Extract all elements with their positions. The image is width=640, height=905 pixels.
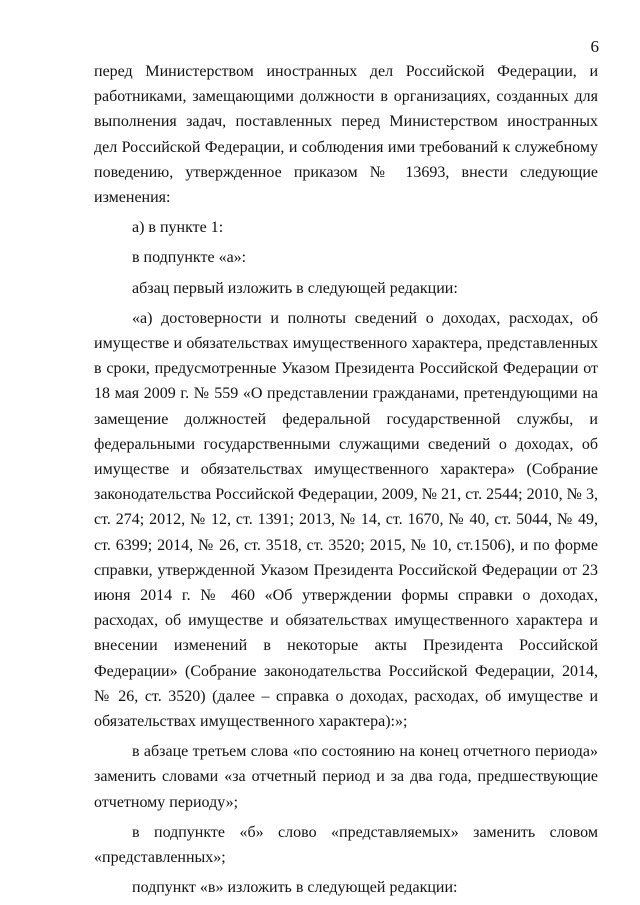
- paragraph-subitem-a: в подпункте «а»:: [132, 249, 247, 267]
- document-body: [94, 59, 598, 901]
- paragraph-first-abzac: абзац первый изложить в следующей редакции:: [132, 279, 458, 297]
- paragraph-third-abzac: в абзаце третьем слова «по состоянию на конец отчетного периода» заменить словами «за отчетный период и за два года, предшествующие отчетному периоду»;: [94, 743, 598, 811]
- paragraph-subitem-v: подпункт «в» изложить в следующей редакции:: [132, 879, 458, 897]
- page-number: 6: [590, 37, 599, 56]
- paragraph-subitem-b: в подпункте «б» слово «представляемых» заменить словом «представленных»;: [94, 823, 598, 867]
- paragraph-intro: перед Министерством иностранных дел Российской Федерации, и работниками, замещающими должности в организациях, созданных для выполнения задач, поставленных перед Министерством иностранных дел Российской Федерации, и соблюдения ими требований к служебному поведению, утвержденное приказом № 13693, внести следующие изменения:: [94, 63, 598, 207]
- paragraph-new-wording-a: «а) достоверности и полноты сведений о доходах, расходах, об имуществе и обязательствах имущественного характера, представленных в сроки, предусмотренные Указом Президента Российской Федерации от 18 мая 2009 г. № 559 «О представлении гражданами, претендующими на замещение должностей федеральной государственной службы, и федеральными государственными служащими сведений о доходах, об имуществе и обязательствах имущественного характера» (Собрание законодательства Российской Федерации, 2009, № 21, ст. 2544; 2010, № 3, ст. 274; 2012, № 12, ст. 1391; 2013, № 14, ст. 1670, № 40, ст. 5044, № 49, ст. 6399; 2014, № 26, ст. 3518, ст. 3520; 2015, № 10, ст.1506), и по форме справки, утвержденной Указом Президента Российской Федерации от 23 июня 2014 г. № 460 «Об утверждении формы справки о доходах, расходах, об имуществе и обязательствах имущественного характера и внесении изменений в некоторые акты Президента Российской Федерации» (Собрание законодательства Российской Федерации, 2014, № 26, ст. 3520) (далее – справка о доходах, расходах, об имуществе и обязательствах имущественного характера):»;: [94, 309, 598, 731]
- paragraph-item-a: а) в пункте 1:: [132, 219, 224, 237]
